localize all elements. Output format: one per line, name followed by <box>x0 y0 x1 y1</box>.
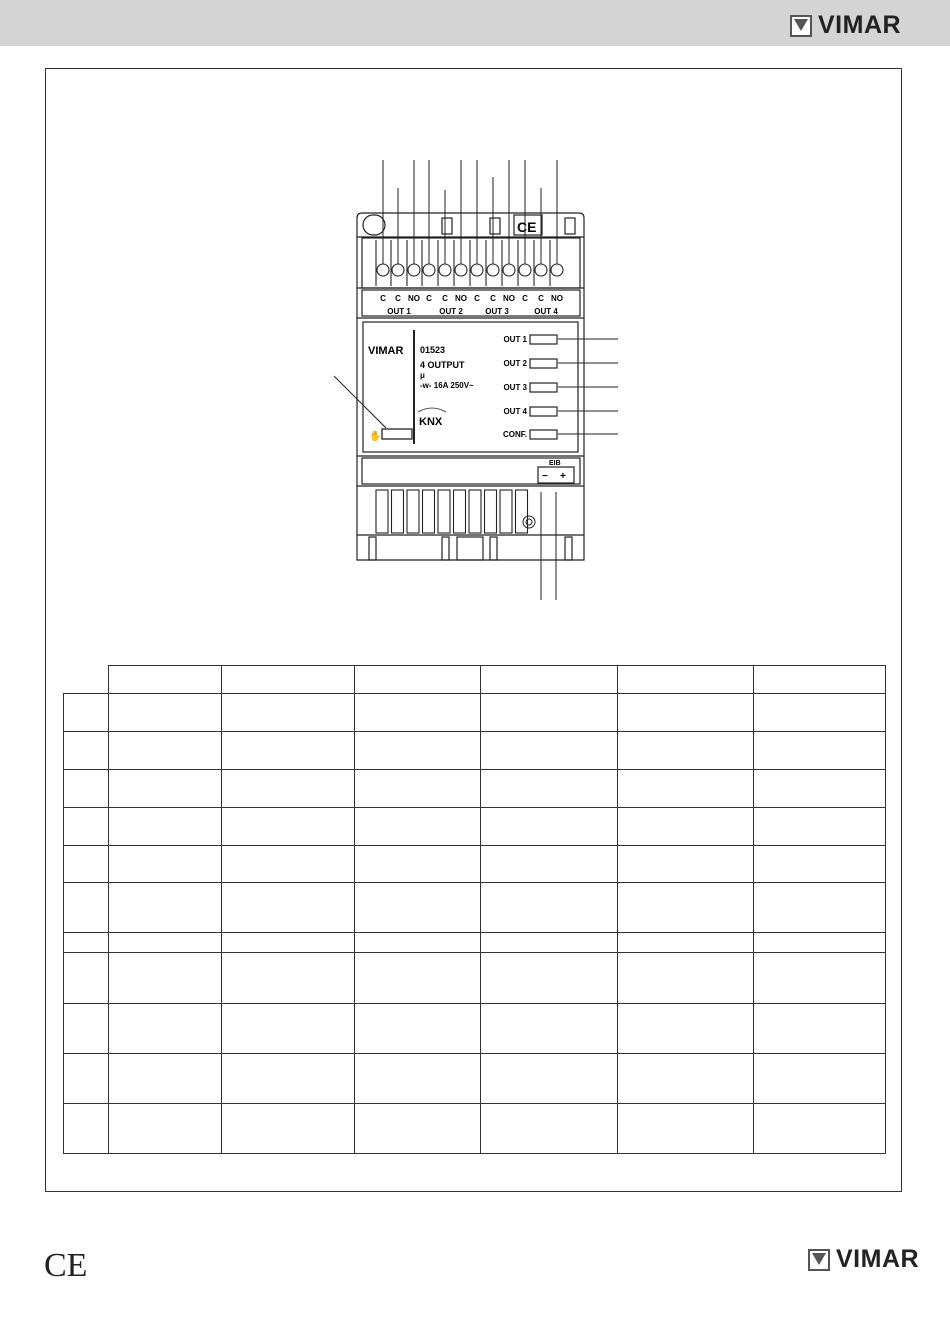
terminal-slot <box>376 490 388 533</box>
table-cell <box>354 808 481 846</box>
terminal-label: C <box>442 294 448 303</box>
button-label-out1: OUT 1 <box>503 335 527 344</box>
table-cell <box>618 1004 754 1054</box>
table-row <box>64 732 886 770</box>
table-cell <box>481 883 618 933</box>
table-cell <box>64 666 109 694</box>
table-cell <box>221 883 354 933</box>
terminal-screw <box>408 264 420 276</box>
product-rating: -w- 16A 250V~ <box>420 381 474 390</box>
table-cell <box>221 1104 354 1154</box>
table-cell <box>481 770 618 808</box>
brand-name-footer: VIMAR <box>836 1245 920 1273</box>
table-cell <box>221 846 354 883</box>
terminal-label: C <box>395 294 401 303</box>
terminal-slot <box>438 490 450 533</box>
table-cell <box>64 846 109 883</box>
table-cell <box>64 732 109 770</box>
table-cell <box>754 933 886 953</box>
table-cell <box>481 808 618 846</box>
ce-mark-icon: CE <box>517 219 537 235</box>
terminal-screw <box>377 264 389 276</box>
terminal-screw <box>471 264 483 276</box>
table-cell <box>108 846 221 883</box>
terminal-slot <box>500 490 512 533</box>
terminal-slot <box>485 490 497 533</box>
terminal-screw <box>423 264 435 276</box>
vimar-logo-icon <box>808 1249 830 1271</box>
table-cell <box>221 770 354 808</box>
table-cell <box>754 666 886 694</box>
program-button[interactable] <box>382 429 412 439</box>
terminal-slot <box>423 490 435 533</box>
table-cell <box>481 1004 618 1054</box>
button-label-out2: OUT 2 <box>503 359 527 368</box>
table-cell <box>618 883 754 933</box>
out4-button[interactable] <box>530 407 557 416</box>
group-label-3: OUT 3 <box>485 307 509 316</box>
table-cell <box>754 1054 886 1104</box>
terminal-slot <box>407 490 419 533</box>
bus-plus: + <box>560 471 566 482</box>
terminal-label: NO <box>455 294 467 303</box>
table-cell <box>354 694 481 732</box>
table-cell <box>64 1004 109 1054</box>
terminal-screw <box>519 264 531 276</box>
terminal-label: NO <box>408 294 420 303</box>
device-diagram <box>0 0 950 640</box>
table-cell <box>754 883 886 933</box>
table-row <box>64 1004 886 1054</box>
table-row <box>64 1104 886 1154</box>
terminal-screw <box>455 264 467 276</box>
table-row <box>64 808 886 846</box>
table-row <box>64 666 886 694</box>
table-cell <box>221 953 354 1004</box>
terminal-screw <box>535 264 547 276</box>
table-cell <box>354 770 481 808</box>
table-cell <box>108 666 221 694</box>
table-cell <box>221 732 354 770</box>
terminal-screw <box>439 264 451 276</box>
table-cell <box>108 883 221 933</box>
terminal-screw <box>503 264 515 276</box>
table-cell <box>108 694 221 732</box>
table-cell <box>754 953 886 1004</box>
table-cell <box>354 933 481 953</box>
bus-label: EIB <box>549 460 561 467</box>
terminal-label: C <box>490 294 496 303</box>
table-cell <box>618 953 754 1004</box>
table-cell <box>754 770 886 808</box>
button-label-out4: OUT 4 <box>503 407 527 416</box>
table-cell <box>64 1104 109 1154</box>
table-cell <box>754 1004 886 1054</box>
table-cell <box>618 933 754 953</box>
brand-name: VIMAR <box>818 11 902 39</box>
table-cell <box>221 808 354 846</box>
terminal-slot <box>392 490 404 533</box>
table-cell <box>618 808 754 846</box>
button-label-conf: CONF. <box>503 430 527 439</box>
out2-button[interactable] <box>530 359 557 368</box>
data-table <box>63 665 886 1154</box>
table-cell <box>108 732 221 770</box>
table-cell <box>618 732 754 770</box>
table-cell <box>64 808 109 846</box>
terminal-screw <box>487 264 499 276</box>
table-row <box>64 883 886 933</box>
table-cell <box>354 666 481 694</box>
table-cell <box>354 1054 481 1104</box>
product-mu: μ <box>420 371 425 380</box>
button-label-out3: OUT 3 <box>503 383 527 392</box>
table-row <box>64 1054 886 1104</box>
vimar-logo-footer <box>808 1245 919 1274</box>
table-cell <box>481 953 618 1004</box>
table-cell <box>108 1054 221 1104</box>
terminal-label: C <box>380 294 386 303</box>
table-cell <box>618 1104 754 1154</box>
table-cell <box>754 846 886 883</box>
table-cell <box>354 732 481 770</box>
terminal-label: NO <box>551 294 563 303</box>
table-cell <box>108 808 221 846</box>
table-row <box>64 933 886 953</box>
table-row <box>64 694 886 732</box>
terminal-slot <box>469 490 481 533</box>
table-cell <box>618 846 754 883</box>
terminal-label: C <box>474 294 480 303</box>
terminal-label: NO <box>503 294 515 303</box>
table-cell <box>481 1104 618 1154</box>
terminal-slot <box>454 490 466 533</box>
table-cell <box>354 1004 481 1054</box>
group-label-1: OUT 1 <box>387 307 411 316</box>
table-cell <box>481 666 618 694</box>
hand-icon: ✋ <box>369 431 382 442</box>
terminal-label: C <box>522 294 528 303</box>
table-cell <box>221 694 354 732</box>
table-cell <box>108 1104 221 1154</box>
table-cell <box>108 1004 221 1054</box>
table-cell <box>481 1054 618 1104</box>
product-desc: 4 OUTPUT <box>420 360 465 370</box>
table-cell <box>618 666 754 694</box>
table-cell <box>618 770 754 808</box>
table-cell <box>618 694 754 732</box>
table-cell <box>754 808 886 846</box>
conf-button[interactable] <box>530 430 557 439</box>
terminal-label: C <box>538 294 544 303</box>
table-cell <box>481 732 618 770</box>
table-cell <box>354 883 481 933</box>
table-cell <box>64 694 109 732</box>
table-cell <box>354 1104 481 1154</box>
bus-minus: − <box>542 471 548 482</box>
table-cell <box>64 933 109 953</box>
table-row <box>64 770 886 808</box>
table-cell <box>64 953 109 1004</box>
group-label-4: OUT 4 <box>534 307 558 316</box>
group-label-2: OUT 2 <box>439 307 463 316</box>
table-cell <box>64 1054 109 1104</box>
product-code: 01523 <box>420 345 446 355</box>
table-row <box>64 846 886 883</box>
table-cell <box>354 846 481 883</box>
table-cell <box>221 933 354 953</box>
out1-button[interactable] <box>530 335 557 344</box>
table-row <box>64 953 886 1004</box>
table-cell <box>618 1054 754 1104</box>
table-cell <box>354 953 481 1004</box>
table-cell <box>108 933 221 953</box>
table-cell <box>754 694 886 732</box>
table-cell <box>221 1004 354 1054</box>
table-cell <box>64 770 109 808</box>
table-cell <box>754 732 886 770</box>
table-cell <box>108 953 221 1004</box>
terminal-screw <box>392 264 404 276</box>
out3-button[interactable] <box>530 383 557 392</box>
table-cell <box>481 933 618 953</box>
ce-mark-footer: CE <box>44 1247 88 1284</box>
table-cell <box>64 883 109 933</box>
table-cell <box>108 770 221 808</box>
terminal-label: C <box>426 294 432 303</box>
table-cell <box>481 846 618 883</box>
table-cell <box>221 666 354 694</box>
table-cell <box>221 1054 354 1104</box>
knx-logo-icon: KNX <box>419 416 443 428</box>
terminal-screw <box>551 264 563 276</box>
table-cell <box>754 1104 886 1154</box>
table-cell <box>481 694 618 732</box>
device-logo: VIMAR <box>368 345 404 357</box>
